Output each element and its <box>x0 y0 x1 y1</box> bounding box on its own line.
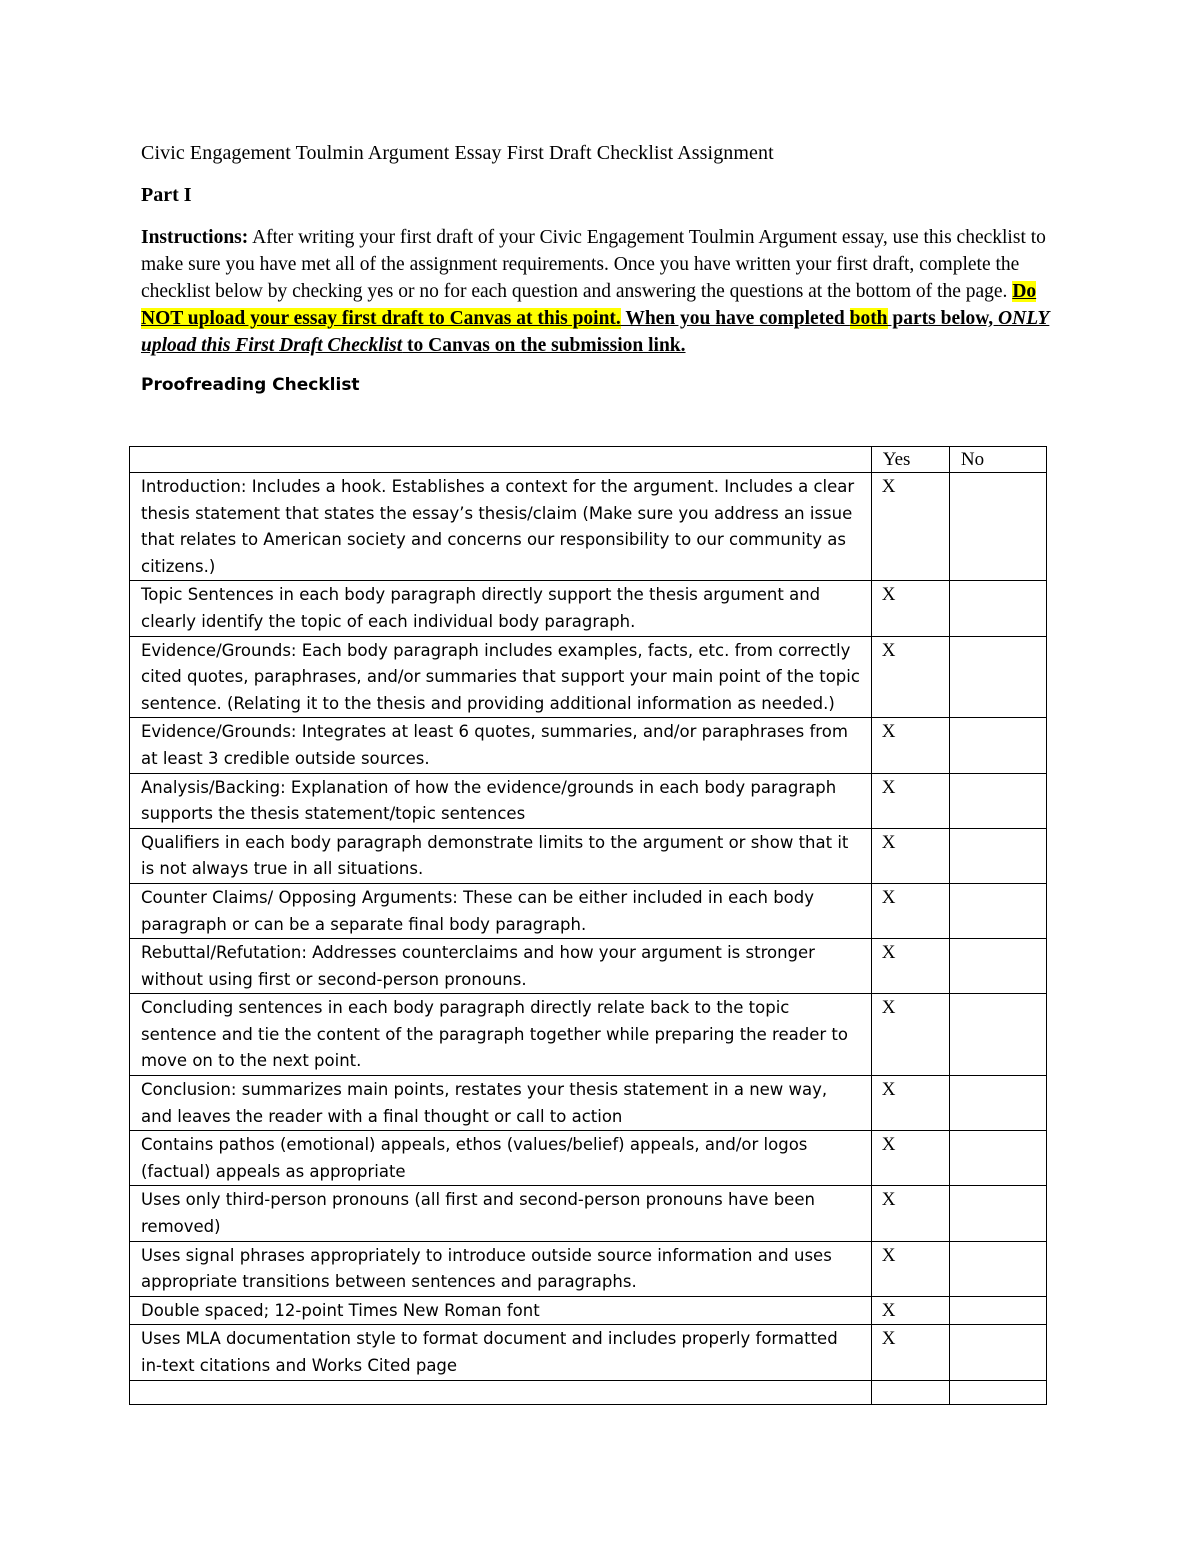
no-cell <box>949 883 1046 938</box>
no-cell <box>949 994 1046 1076</box>
yes-cell: X <box>871 883 949 938</box>
no-cell <box>949 473 1046 581</box>
table-row <box>130 1296 1047 1325</box>
document-page <box>141 140 1059 397</box>
header-yes: Yes <box>871 447 949 473</box>
checklist-item-cell: Evidence/Grounds: Integrates at least 6 quotes, summaries, and/or paraphrases from at least 3 credible outside sources. <box>130 718 872 773</box>
checklist-item-cell <box>130 1380 872 1404</box>
checklist-item-cell: Rebuttal/Refutation: Addresses counterclaims and how your argument is stronger without using first or second-person pronouns. <box>130 939 872 994</box>
no-cell <box>949 1380 1046 1404</box>
checklist-item-cell: Evidence/Grounds: Each body paragraph includes examples, facts, etc. from correctly cited quotes, paraphrases, and/or summaries that support your main point of the topic sentence. (Relating it to the thesis and providing additional information as needed.) <box>130 636 872 718</box>
no-cell <box>949 939 1046 994</box>
checklist-item-cell: Qualifiers in each body paragraph demonstrate limits to the argument or show that it is not always true in all situations. <box>130 828 872 883</box>
table-row <box>130 1241 1047 1296</box>
no-cell <box>949 718 1046 773</box>
when-completed-text: When you have completed <box>620 308 850 329</box>
no-cell <box>949 1241 1046 1296</box>
both-highlight: both <box>849 308 888 329</box>
no-cell <box>949 1186 1046 1241</box>
checklist-item-cell: Contains pathos (emotional) appeals, ethos (values/belief) appeals, and/or logos (factual) appeals as appropriate <box>130 1131 872 1186</box>
header-item <box>130 447 872 473</box>
instructions-text: After writing your first draft of your Civic Engagement Toulmin Argument essay, use this checklist to make sure you have met all of the assignment requirements. Once you have written your first draft, complete the checklist below by checking yes or no for each question and answering the questions at the bottom of the page. <box>141 227 1046 302</box>
only-upload-text: ONLY upload this First Draft Checklist <box>141 308 1050 356</box>
checklist-item-cell: Uses MLA documentation style to format document and includes properly formatted in-text citations and Works Cited page <box>130 1325 872 1380</box>
table-row <box>130 939 1047 994</box>
yes-cell: X <box>871 473 949 581</box>
yes-cell: X <box>871 581 949 636</box>
proofreading-checklist-table <box>129 446 1047 1405</box>
checklist-item-cell: Introduction: Includes a hook. Establishes a context for the argument. Includes a clear thesis statement that states the essay’s thesis/claim (Make sure you address an issue that relates to American society and concerns our responsibility to our community as citizens.) <box>130 473 872 581</box>
yes-cell: X <box>871 1296 949 1325</box>
table-row <box>130 473 1047 581</box>
yes-cell: X <box>871 1131 949 1186</box>
yes-cell: X <box>871 994 949 1076</box>
table-row <box>130 581 1047 636</box>
table-row <box>130 883 1047 938</box>
checklist-item-cell: Counter Claims/ Opposing Arguments: These can be either included in each body paragraph or can be a separate final body paragraph. <box>130 883 872 938</box>
yes-cell <box>871 1380 949 1404</box>
yes-cell: X <box>871 773 949 828</box>
checklist-item-cell: Double spaced; 12-point Times New Roman font <box>130 1296 872 1325</box>
checklist-item-cell: Uses signal phrases appropriately to introduce outside source information and uses appropriate transitions between sentences and paragraphs. <box>130 1241 872 1296</box>
yes-cell: X <box>871 718 949 773</box>
no-cell <box>949 581 1046 636</box>
table-row <box>130 1325 1047 1380</box>
checklist-item-cell: Topic Sentences in each body paragraph directly support the thesis argument and clearly identify the topic of each individual body paragraph. <box>130 581 872 636</box>
instructions-paragraph <box>141 224 1053 359</box>
yes-cell: X <box>871 1325 949 1380</box>
table-row <box>130 1380 1047 1404</box>
no-cell <box>949 636 1046 718</box>
checklist-item-cell: Uses only third-person pronouns (all first and second-person pronouns have been removed) <box>130 1186 872 1241</box>
to-canvas-text: to Canvas on the submission link. <box>402 335 686 356</box>
yes-cell: X <box>871 1241 949 1296</box>
no-cell <box>949 1131 1046 1186</box>
table-row <box>130 828 1047 883</box>
no-cell <box>949 773 1046 828</box>
table-row <box>130 1186 1047 1241</box>
yes-cell: X <box>871 636 949 718</box>
header-no: No <box>949 447 1046 473</box>
table-row <box>130 773 1047 828</box>
table-row <box>130 1131 1047 1186</box>
checklist-item-cell: Conclusion: summarizes main points, restates your thesis statement in a new way, and leaves the reader with a final thought or call to action <box>130 1076 872 1131</box>
no-cell <box>949 1076 1046 1131</box>
table-row <box>130 718 1047 773</box>
document-title: Civic Engagement Toulmin Argument Essay First Draft Checklist Assignment <box>141 142 774 164</box>
table-row <box>130 994 1047 1076</box>
checklist-item-cell: Analysis/Backing: Explanation of how the evidence/grounds in each body paragraph supports the thesis statement/topic sentences <box>130 773 872 828</box>
table-row <box>130 1076 1047 1131</box>
upload-warning: Do NOT upload your essay first draft to Canvas at this point. <box>141 281 1037 329</box>
yes-cell: X <box>871 1076 949 1131</box>
no-cell <box>949 1296 1046 1325</box>
yes-cell: X <box>871 939 949 994</box>
section-title: Proofreading Checklist <box>141 375 360 395</box>
checklist-item-cell: Concluding sentences in each body paragraph directly relate back to the topic sentence and tie the content of the paragraph together while preparing the reader to move on to the next point. <box>130 994 872 1076</box>
yes-cell: X <box>871 1186 949 1241</box>
no-cell <box>949 1325 1046 1380</box>
yes-cell: X <box>871 828 949 883</box>
parts-below-text: parts below, <box>887 308 999 329</box>
instructions-label: Instructions: <box>141 227 249 248</box>
part-heading: Part I <box>141 184 192 206</box>
table-header-row <box>130 447 1047 473</box>
no-cell <box>949 828 1046 883</box>
table-row <box>130 636 1047 718</box>
checklist-body <box>130 447 1047 1405</box>
